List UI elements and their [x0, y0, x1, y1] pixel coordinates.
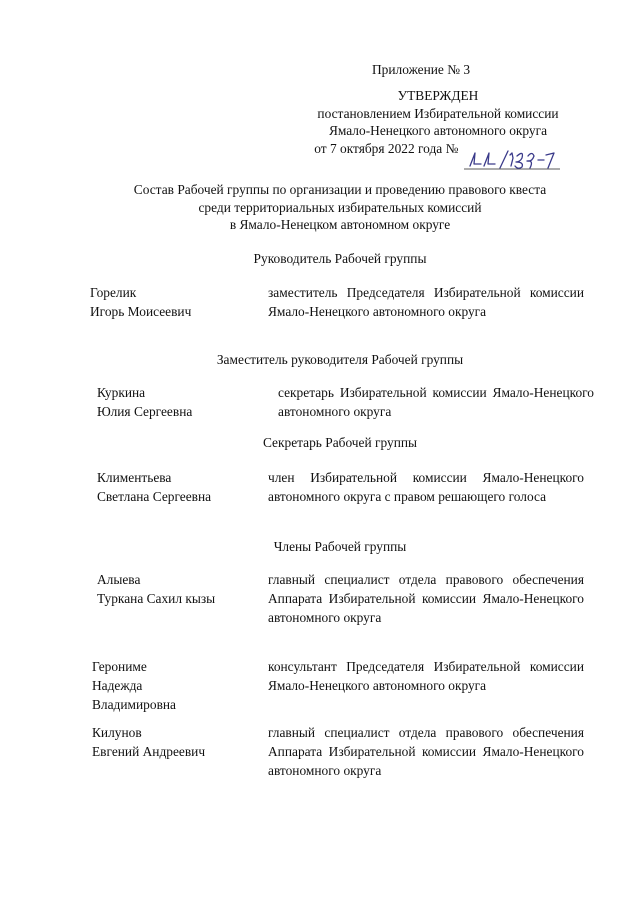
title-line-2: среди территориальных избирательных комиссий	[198, 199, 482, 215]
approved-by-line-2: Ямало-Ненецкого автономного округа	[328, 123, 548, 138]
patronymic: Владимировна	[92, 697, 176, 712]
given-names: Светлана Сергеевна	[97, 489, 212, 504]
surname: Куркина	[97, 385, 146, 400]
person-role: консультант Председателя Избирательной комиссии Ямало-Ненецкого автономного округа	[268, 659, 584, 693]
section-members-heading: Члены Рабочей группы	[273, 539, 407, 554]
surname: Горелик	[90, 285, 137, 300]
surname: Герониме	[92, 659, 147, 674]
section-head-heading: Руководитель Рабочей группы	[253, 251, 427, 266]
title-line-1: Состав Рабочей группы по организации и проведению правового квеста	[133, 182, 547, 197]
section-deputy-heading: Заместитель руководителя Рабочей группы	[216, 352, 464, 367]
section-secretary-heading: Секретарь Рабочей группы	[262, 435, 418, 450]
resolution-date: от 7 октября 2022 года №	[314, 140, 459, 156]
person-name	[92, 657, 176, 714]
person-role: заместитель Председателя Избирательной комиссии Ямало-Ненецкого автономного округа	[268, 285, 584, 319]
given-names: Евгений Андреевич	[92, 744, 206, 759]
given-names: Юлия Сергеевна	[97, 404, 193, 419]
surname: Килунов	[92, 725, 142, 740]
person-role: секретарь Избирательной комиссии Ямало-Ненецкого автономного округа	[278, 385, 594, 419]
person-name	[97, 468, 211, 506]
person-name	[97, 570, 215, 608]
handwritten-number-icon	[462, 148, 562, 174]
approval-block	[290, 87, 586, 157]
given-names: Туркана Сахил кызы	[97, 591, 216, 606]
approved-heading: УТВЕРЖДЕН	[397, 88, 479, 103]
person-role: главный специалист отдела правового обеспечения Аппарата Избирательной комиссии Ямало-Ненецкого автономного округа	[268, 572, 584, 625]
document-title	[90, 181, 590, 234]
surname: Алыева	[97, 572, 141, 587]
surname: Климентьева	[97, 470, 172, 485]
approved-by-line-1: постановлением Избирательной комиссии	[317, 105, 559, 121]
given-names: Надежда	[92, 678, 143, 693]
title-line-3: в Ямало-Ненецком автономном округе	[229, 217, 451, 232]
person-role: член Избирательной комиссии Ямало-Ненецкого автономного округа с правом решающего голоса	[268, 470, 584, 504]
person-name	[97, 383, 192, 421]
given-names: Игорь Моисеевич	[90, 304, 192, 319]
person-name	[90, 283, 191, 321]
appendix-label: Приложение № 3	[372, 62, 471, 77]
person-name	[92, 723, 205, 761]
resolution-number-line	[290, 140, 586, 158]
person-role: главный специалист отдела правового обеспечения Аппарата Избирательной комиссии Ямало-Ненецкого автономного округа	[268, 725, 584, 778]
